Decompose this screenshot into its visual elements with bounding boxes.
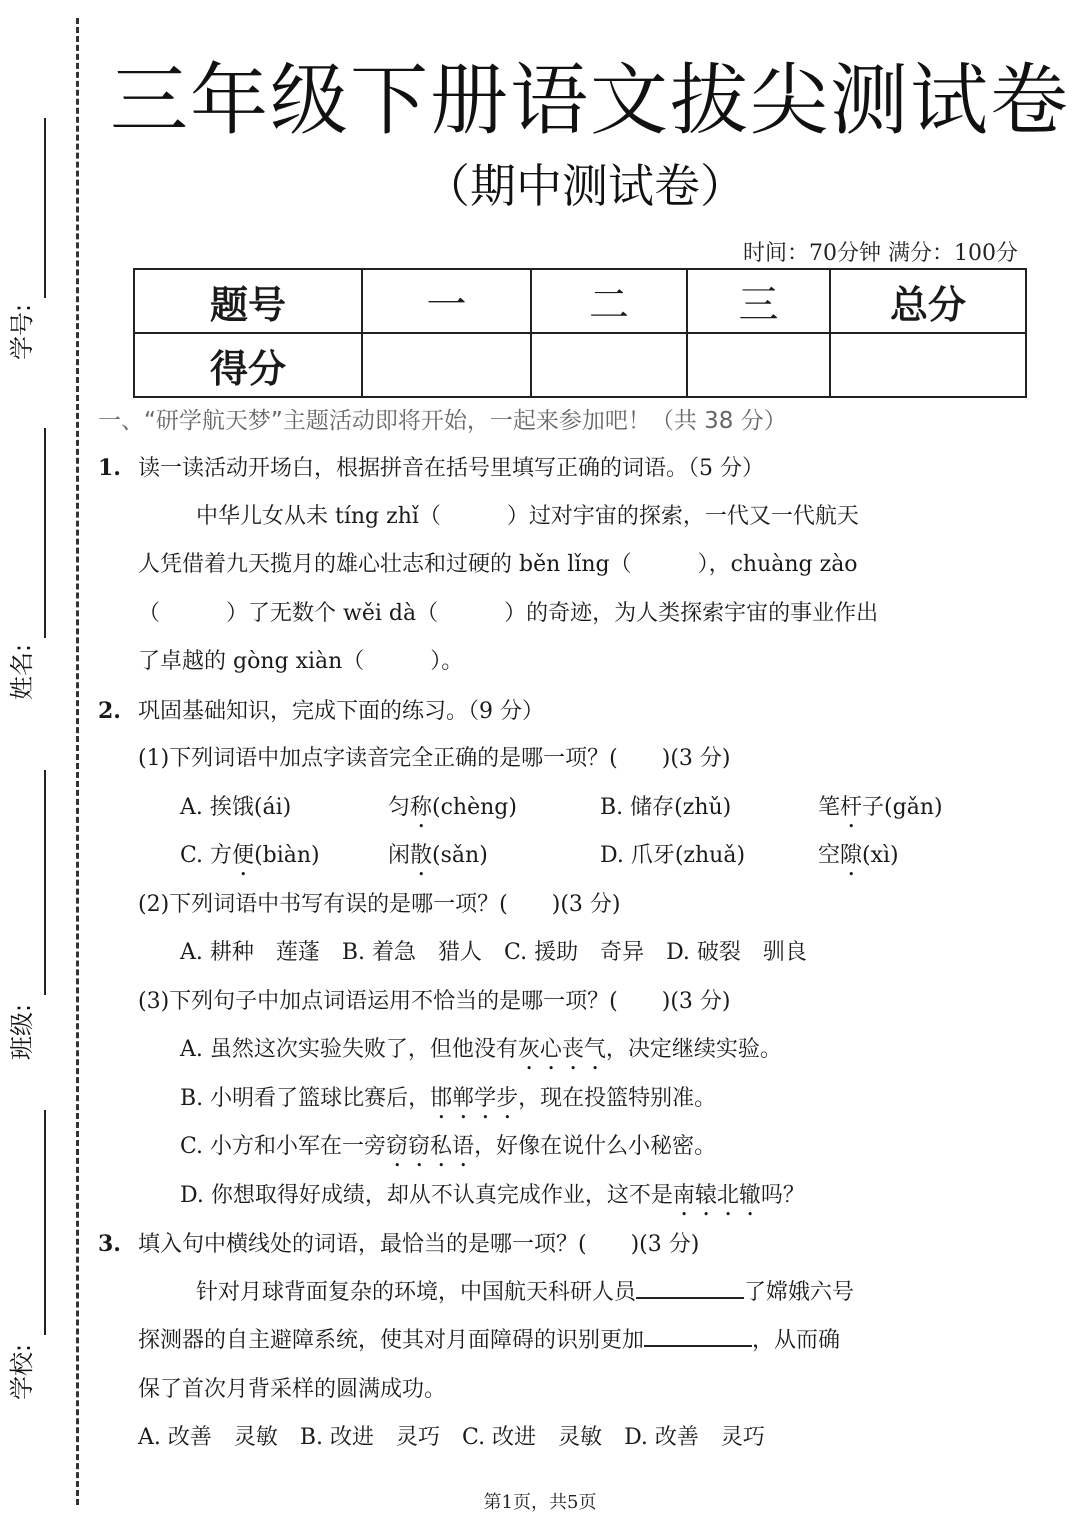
option-text: (biàn) xyxy=(254,843,320,868)
q2-sub3: (3)下列句子中加点词语运用不恰当的是哪一项？( )(3 分) xyxy=(138,988,731,1014)
q3-text-line-2 xyxy=(98,1317,998,1366)
q3-prompt-line xyxy=(98,1220,998,1269)
dotted-phrase: 窃窃私语 xyxy=(386,1134,475,1159)
option-text: 吗？ xyxy=(760,1182,805,1208)
q2-sub1-option[interactable] xyxy=(388,784,600,833)
row-label-score: 得分 xyxy=(134,333,362,397)
dotted-char: 便 xyxy=(232,843,255,868)
name-label: 姓名: xyxy=(8,643,36,700)
option-text: 子(gǎn) xyxy=(862,794,943,820)
score-cell-total[interactable] xyxy=(830,333,1026,397)
option-text: 饿(ái) xyxy=(231,794,292,820)
option-text: C. 小方和小军在一旁 xyxy=(180,1134,387,1159)
option-text: C. 方 xyxy=(180,843,233,868)
score-table xyxy=(133,268,1027,398)
dotted-char: 隙 xyxy=(840,843,863,868)
page-subtitle: （期中测试卷） xyxy=(424,159,746,213)
class-line[interactable] xyxy=(44,770,46,995)
class-label: 班级: xyxy=(8,1003,36,1060)
q3-text: ，从而确 xyxy=(752,1328,841,1353)
option-text: A. 挨 xyxy=(180,794,232,820)
score-cell-3[interactable] xyxy=(687,333,830,397)
q2-prompt-line xyxy=(98,687,998,736)
header-total: 总分 xyxy=(830,269,1026,333)
q1-text-line-4: 了卓越的 gòng xiàn（ ）。 xyxy=(138,649,464,674)
q2-prompt: 巩固基础知识，完成下面的练习。（9 分） xyxy=(138,698,544,724)
dotted-char: 杆 xyxy=(840,794,863,820)
q2-sub1-option[interactable] xyxy=(818,784,943,833)
q2-sub2: (2)下列词语中书写有误的是哪一项？( )(3 分) xyxy=(138,891,621,917)
q3-number: 3. xyxy=(98,1231,121,1257)
binding-dashed-line xyxy=(76,18,79,1505)
header-section-1: 一 xyxy=(362,269,531,333)
q2-sub1-option[interactable] xyxy=(818,832,899,881)
q1-prompt: 读一读活动开场白，根据拼音在括号里填写正确的词语。（5 分） xyxy=(138,456,764,481)
section-1-heading: 一、“研学航天梦”主题活动即将开始，一起来参加吧！（共 38 分） xyxy=(98,408,787,434)
header-question-number: 题号 xyxy=(134,269,362,333)
score-cell-2[interactable] xyxy=(531,333,687,397)
q2-sub1-option[interactable] xyxy=(180,832,388,881)
header-section-2: 二 xyxy=(531,269,687,333)
school-label: 学校: xyxy=(8,1343,36,1400)
option-text: (xì) xyxy=(862,843,899,868)
q1-text-line-3: （ ）了无数个 wěi dà（ ）的奇迹，为人类探索宇宙的事业作出 xyxy=(138,600,879,626)
option-text: (chèng) xyxy=(432,794,517,820)
q2-sub1-options-row-1 xyxy=(98,784,998,833)
option-text: A. 虽然这次实验失败了，但他没有 xyxy=(180,1037,518,1062)
q2-sub3-option-b[interactable] xyxy=(98,1075,998,1124)
option-text: 存(zhǔ) xyxy=(652,794,732,820)
questions-body xyxy=(98,444,998,1463)
option-text: 闲 xyxy=(388,843,411,868)
option-text: (sǎn) xyxy=(432,843,488,868)
q2-sub1-option[interactable] xyxy=(180,784,388,833)
q2-sub1-option[interactable] xyxy=(600,832,818,881)
q2-sub2-options[interactable]: A. 耕种 莲蓬 B. 着急 猎人 C. 援助 奇异 D. 破裂 驯良 xyxy=(180,940,807,965)
dotted-phrase: 邯郸学步 xyxy=(430,1085,519,1111)
header-section-3: 三 xyxy=(687,269,830,333)
student-id-label: 学号: xyxy=(8,303,36,360)
name-line[interactable] xyxy=(44,428,46,638)
q3-text: 了嫦娥六号 xyxy=(744,1279,855,1305)
option-text: B. 储 xyxy=(600,794,653,820)
q2-sub1-options-row-2 xyxy=(98,832,998,881)
q3-text: 针对月球背面复杂的环境，中国航天科研人员 xyxy=(196,1279,637,1305)
q3-text-line-1 xyxy=(98,1269,998,1318)
score-table-header-row xyxy=(134,269,1026,333)
option-text: ，好像在说什么小秘密。 xyxy=(474,1134,717,1159)
option-text: ，决定继续实验。 xyxy=(605,1037,782,1062)
school-line[interactable] xyxy=(44,1110,46,1335)
q2-number: 2. xyxy=(98,697,121,724)
q3-blank-1[interactable] xyxy=(636,1269,744,1299)
score-cell-1[interactable] xyxy=(362,333,531,397)
dotted-phrase: 南辕北辙 xyxy=(672,1182,761,1208)
option-text: 牙(zhuǎ) xyxy=(652,843,746,868)
q3-prompt: 填入句中横线处的词语，最恰当的是哪一项？( )(3 分) xyxy=(138,1232,700,1257)
option-text: ，现在投篮特别准。 xyxy=(518,1085,717,1111)
q1-number: 1. xyxy=(98,455,121,481)
dotted-char: 称 xyxy=(410,794,433,820)
q2-sub1-option[interactable] xyxy=(388,832,600,881)
q1-prompt-line xyxy=(98,444,998,493)
dotted-phrase: 灰心丧气 xyxy=(517,1037,606,1062)
q2-sub1-option[interactable] xyxy=(600,784,818,833)
q1-text-line-1: 中华儿女从未 tíng zhǐ（ ）过对宇宙的探索，一代又一代航天 xyxy=(196,503,859,529)
option-text: D. 你想取得好成绩，却从不认真完成作业，这不是 xyxy=(180,1182,673,1208)
q2-sub3-option-a[interactable] xyxy=(98,1026,998,1075)
option-text: 匀 xyxy=(388,794,411,820)
student-id-line[interactable] xyxy=(44,118,46,298)
q3-options[interactable]: A. 改善 灵敏 B. 改进 灵巧 C. 改进 灵敏 D. 改善 灵巧 xyxy=(138,1425,765,1450)
page-title: 三年级下册语文拔尖测试卷 xyxy=(110,56,1071,146)
q3-blank-2[interactable] xyxy=(644,1317,752,1347)
option-text: 空 xyxy=(818,843,841,868)
dotted-char: 散 xyxy=(410,843,433,868)
q2-sub1: (1)下列词语中加点字读音完全正确的是哪一项？( )(3 分) xyxy=(138,746,731,771)
q3-text: 探测器的自主避障系统，使其对月面障碍的识别更加 xyxy=(138,1328,645,1353)
q2-sub3-option-c[interactable] xyxy=(98,1123,998,1172)
time-and-score-info: 时间：70分钟 满分：100分 xyxy=(743,241,1018,266)
option-text: 笔 xyxy=(818,794,841,820)
page-footer: 第1页，共5页 xyxy=(483,1492,597,1513)
q1-text-line-2: 人凭借着九天揽月的雄心壮志和过硬的 běn lǐng（ ），chuàng zào xyxy=(138,552,858,577)
score-table-score-row xyxy=(134,333,1026,397)
option-text: D. 爪 xyxy=(600,843,653,868)
q3-text-line-3: 保了首次月背采样的圆满成功。 xyxy=(138,1376,447,1402)
option-text: B. 小明看了篮球比赛后， xyxy=(180,1085,431,1111)
q2-sub3-option-d[interactable] xyxy=(98,1172,998,1221)
